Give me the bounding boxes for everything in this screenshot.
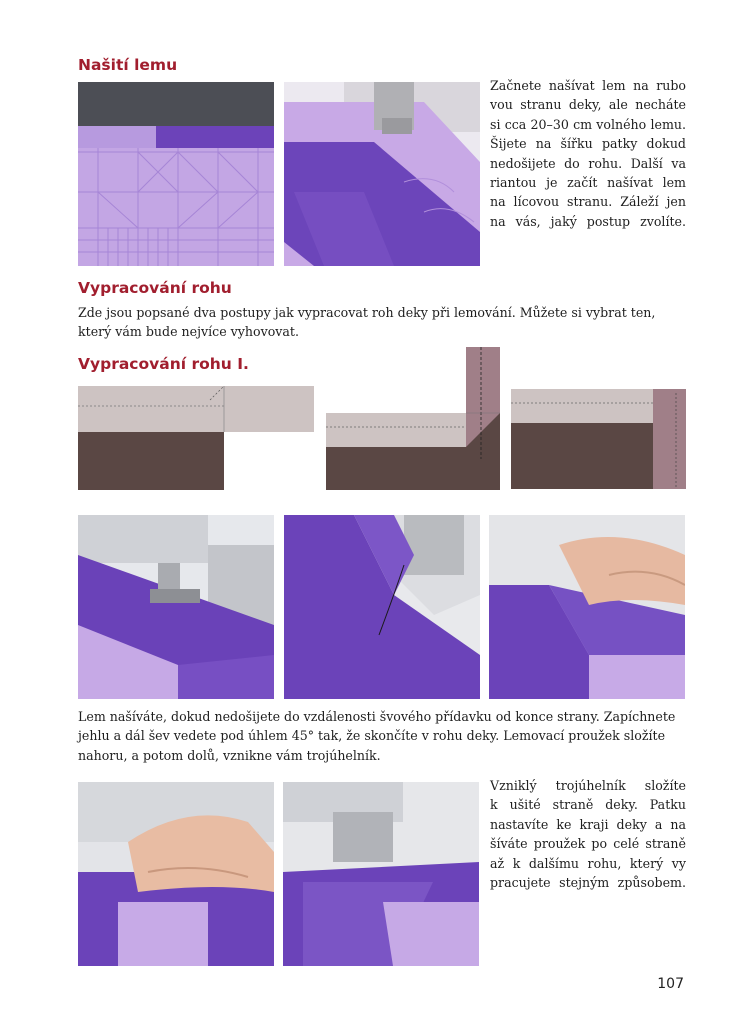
photo-folding-binding-corner (489, 515, 685, 699)
diagram-step-3 (511, 389, 686, 489)
photo-folding-triangle (78, 782, 274, 966)
section3-caption (78, 707, 690, 765)
heading-vypracovani-rohu: Vypracování rohu (78, 279, 232, 297)
text-line: Šijete na šířku patky dokud (490, 136, 686, 152)
diagram-step-2 (326, 347, 500, 490)
section1-text (490, 76, 686, 231)
photo-quilt-top-with-binding (78, 82, 274, 266)
text-line: na vás, jaký postup zvolíte. (490, 213, 686, 229)
text-line: jehlu a dál šev vedete pod úhlem 45° tak, že skončíte v rohu deky. Lemovací proužek složíte (78, 728, 666, 744)
section3-side-text (490, 776, 686, 892)
text-line: si cca 20–30 cm volného lemu. (490, 116, 686, 132)
text-line: Vzniklý trojúhelník složíte (490, 778, 686, 793)
photo-sewing-machine-corner-1 (78, 515, 274, 699)
text-line: vou stranu deky, ale necháte (490, 97, 686, 113)
text-line: Lem našíváte, dokud nedošijete do vzdálenosti švového přídavku od konce strany. Zapíchnete (78, 709, 676, 724)
page-number: 107 (657, 976, 684, 992)
photo-sewing-binding-edge (284, 82, 480, 266)
text-line: až k dalšímu rohu, který vy (490, 855, 686, 871)
text-line: k ušité straně deky. Patku (490, 797, 686, 813)
diagram-step-1 (78, 386, 314, 490)
photo-sewing-machine-corner-2 (284, 515, 480, 699)
section2-text (78, 303, 690, 342)
text-line: Zde jsou popsané dva postupy jak vypracovat roh deky při lemování. Můžete si vybrat ten, (78, 305, 656, 320)
photo-sewing-folded-corner (283, 782, 479, 966)
text-line: pracujete stejným způsobem. (490, 875, 686, 891)
text-line: riantou je začít našívat lem (490, 175, 686, 191)
text-line: který vám bude nejvíce vyhovovat. (78, 324, 299, 340)
text-line: Začnete našívat lem na rubo (490, 78, 686, 93)
text-line: šíváte proužek po celé straně (490, 836, 686, 852)
heading-nasiti-lemu: Našití lemu (78, 56, 178, 74)
heading-vypracovani-rohu-1: Vypracování rohu I. (78, 355, 249, 373)
text-line: nedošijete do rohu. Další va (490, 155, 686, 171)
text-line: nahoru, a potom dolů, vznikne vám trojúhelník. (78, 747, 381, 763)
text-line: na lícovou stranu. Záleží jen (490, 194, 686, 210)
text-line: nastavíte ke kraji deky a na (490, 816, 686, 832)
